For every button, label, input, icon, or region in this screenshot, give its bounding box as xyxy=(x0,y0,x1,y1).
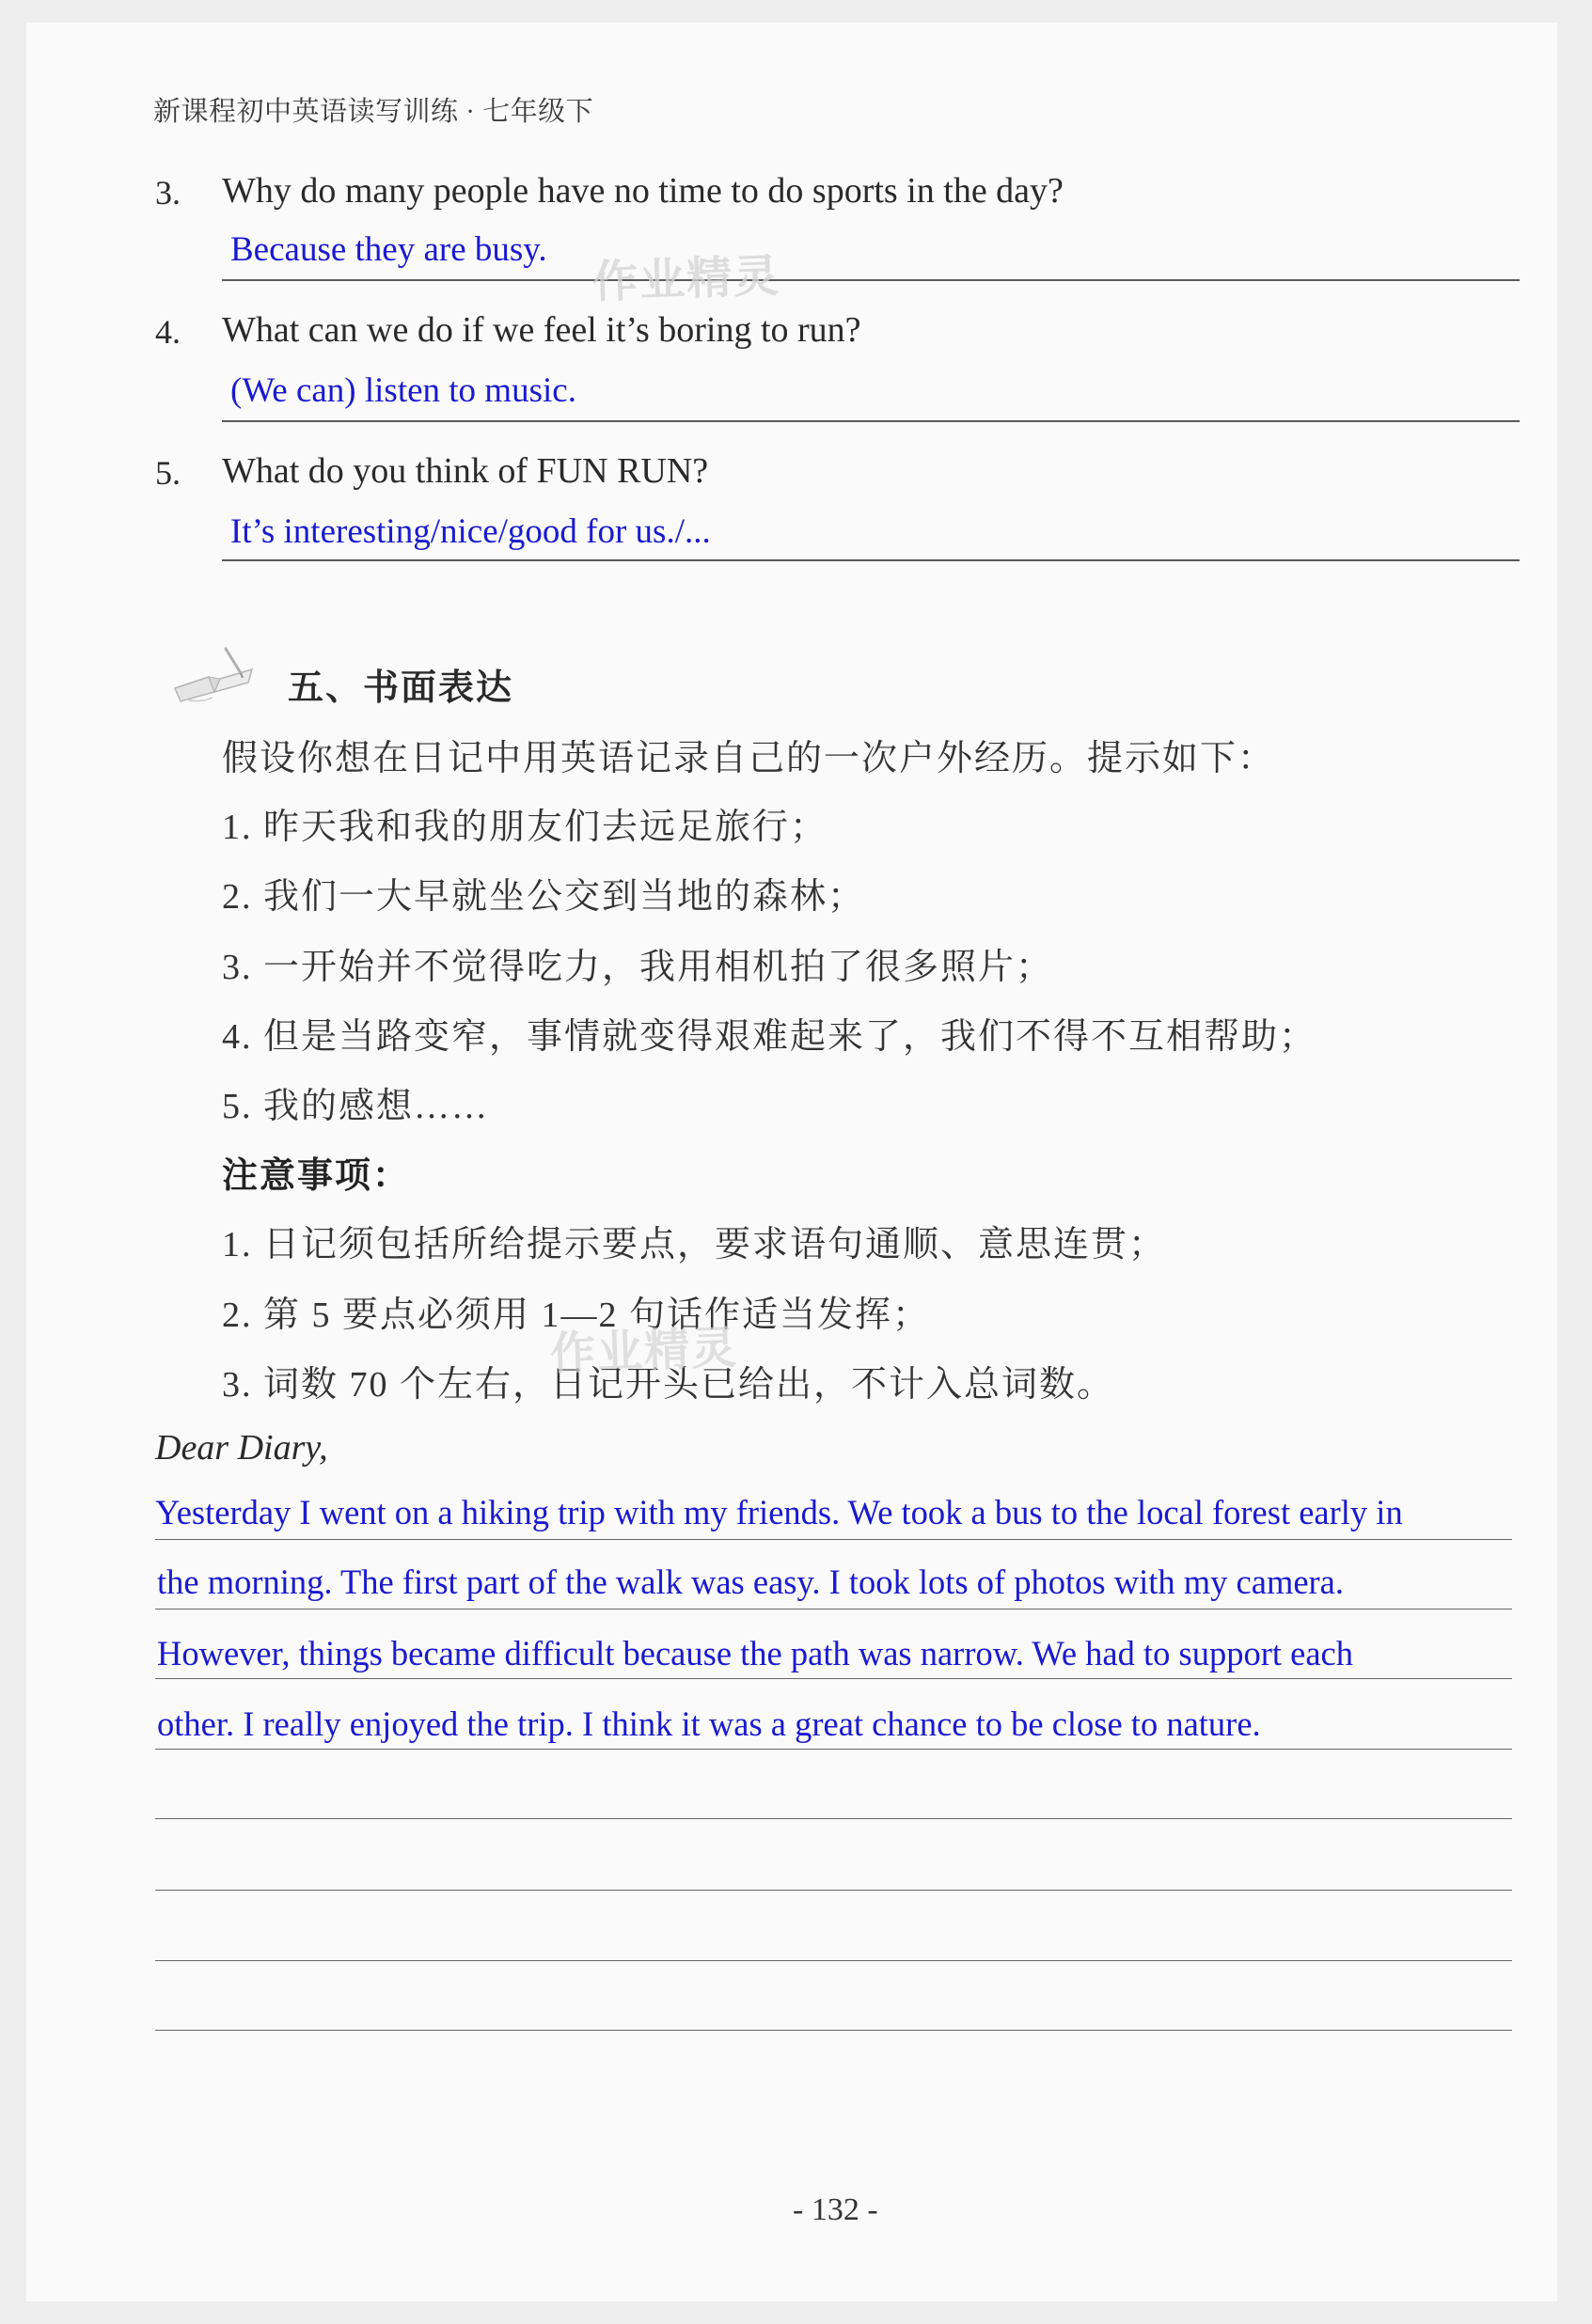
hint-item: 5. 我的感想…… xyxy=(222,1087,490,1126)
note-item: 1. 日记须包括所给提示要点，要求语句通顺、意思连贯； xyxy=(222,1225,1167,1264)
answer-line xyxy=(222,279,1520,281)
diary-salutation: Dear Diary, xyxy=(155,1428,328,1468)
question-5-answer: It’s interesting/nice/good for us./... xyxy=(230,512,711,551)
section-title: 五、书面表达 xyxy=(288,668,514,708)
page-number: - 132 - xyxy=(793,2192,878,2227)
writing-line xyxy=(155,1678,1512,1679)
diary-line: Yesterday I went on a hiking trip with my friends. We took a bus to the local forest early in xyxy=(155,1493,1403,1531)
book-header-title: 新课程初中英语读写训练 · 七年级下 xyxy=(153,97,594,127)
note-item: 3. 词数 70 个左右，日记开头已给出，不计入总词数。 xyxy=(222,1365,1115,1405)
question-3-text: Why do many people have no time to do sports in the day? xyxy=(222,171,1064,211)
answer-line xyxy=(222,420,1520,422)
question-4-text: What can we do if we feel it’s boring to run? xyxy=(222,310,861,350)
notes-title: 注意事项： xyxy=(222,1156,411,1196)
writing-line xyxy=(155,1539,1512,1540)
diary-line: the morning. The first part of the walk was easy. I took lots of photos with my camera. xyxy=(157,1562,1345,1601)
watermark: 作业精灵 xyxy=(549,1321,740,1381)
open-book-pencil-icon xyxy=(167,645,261,711)
question-5-number: 5. xyxy=(155,454,181,492)
answer-line xyxy=(222,559,1520,561)
question-4-number: 4. xyxy=(155,313,181,351)
writing-line xyxy=(155,1818,1512,1819)
diary-line: other. I really enjoyed the trip. I think it was a great chance to be close to nature. xyxy=(157,1704,1261,1743)
writing-line xyxy=(155,1890,1512,1891)
watermark: 作业精灵 xyxy=(591,249,782,309)
question-5-text: What do you think of FUN RUN? xyxy=(222,451,709,491)
question-4-answer: (We can) listen to music. xyxy=(230,371,576,410)
writing-line xyxy=(155,1609,1512,1610)
hint-item: 2. 我们一大早就坐公交到当地的森林； xyxy=(222,877,866,917)
diary-line: However, things became difficult because the path was narrow. We had to support each xyxy=(157,1634,1353,1672)
hint-item: 4. 但是当路变窄，事情就变得艰难起来了，我们不得不互相帮助； xyxy=(222,1017,1317,1057)
hint-item: 3. 一开始并不觉得吃力，我用相机拍了很多照片； xyxy=(222,948,1054,987)
writing-line xyxy=(155,2030,1512,2031)
writing-line xyxy=(155,1749,1512,1750)
note-item: 2. 第 5 要点必须用 1—2 句话作适当发挥； xyxy=(222,1295,931,1335)
writing-prompt: 假设你想在日记中用英语记录自己的一次户外经历。提示如下： xyxy=(222,739,1276,778)
writing-line xyxy=(155,1960,1512,1961)
question-3-number: 3. xyxy=(155,174,181,212)
hint-item: 1. 昨天我和我的朋友们去远足旅行； xyxy=(222,808,828,847)
question-3-answer: Because they are busy. xyxy=(230,230,547,269)
